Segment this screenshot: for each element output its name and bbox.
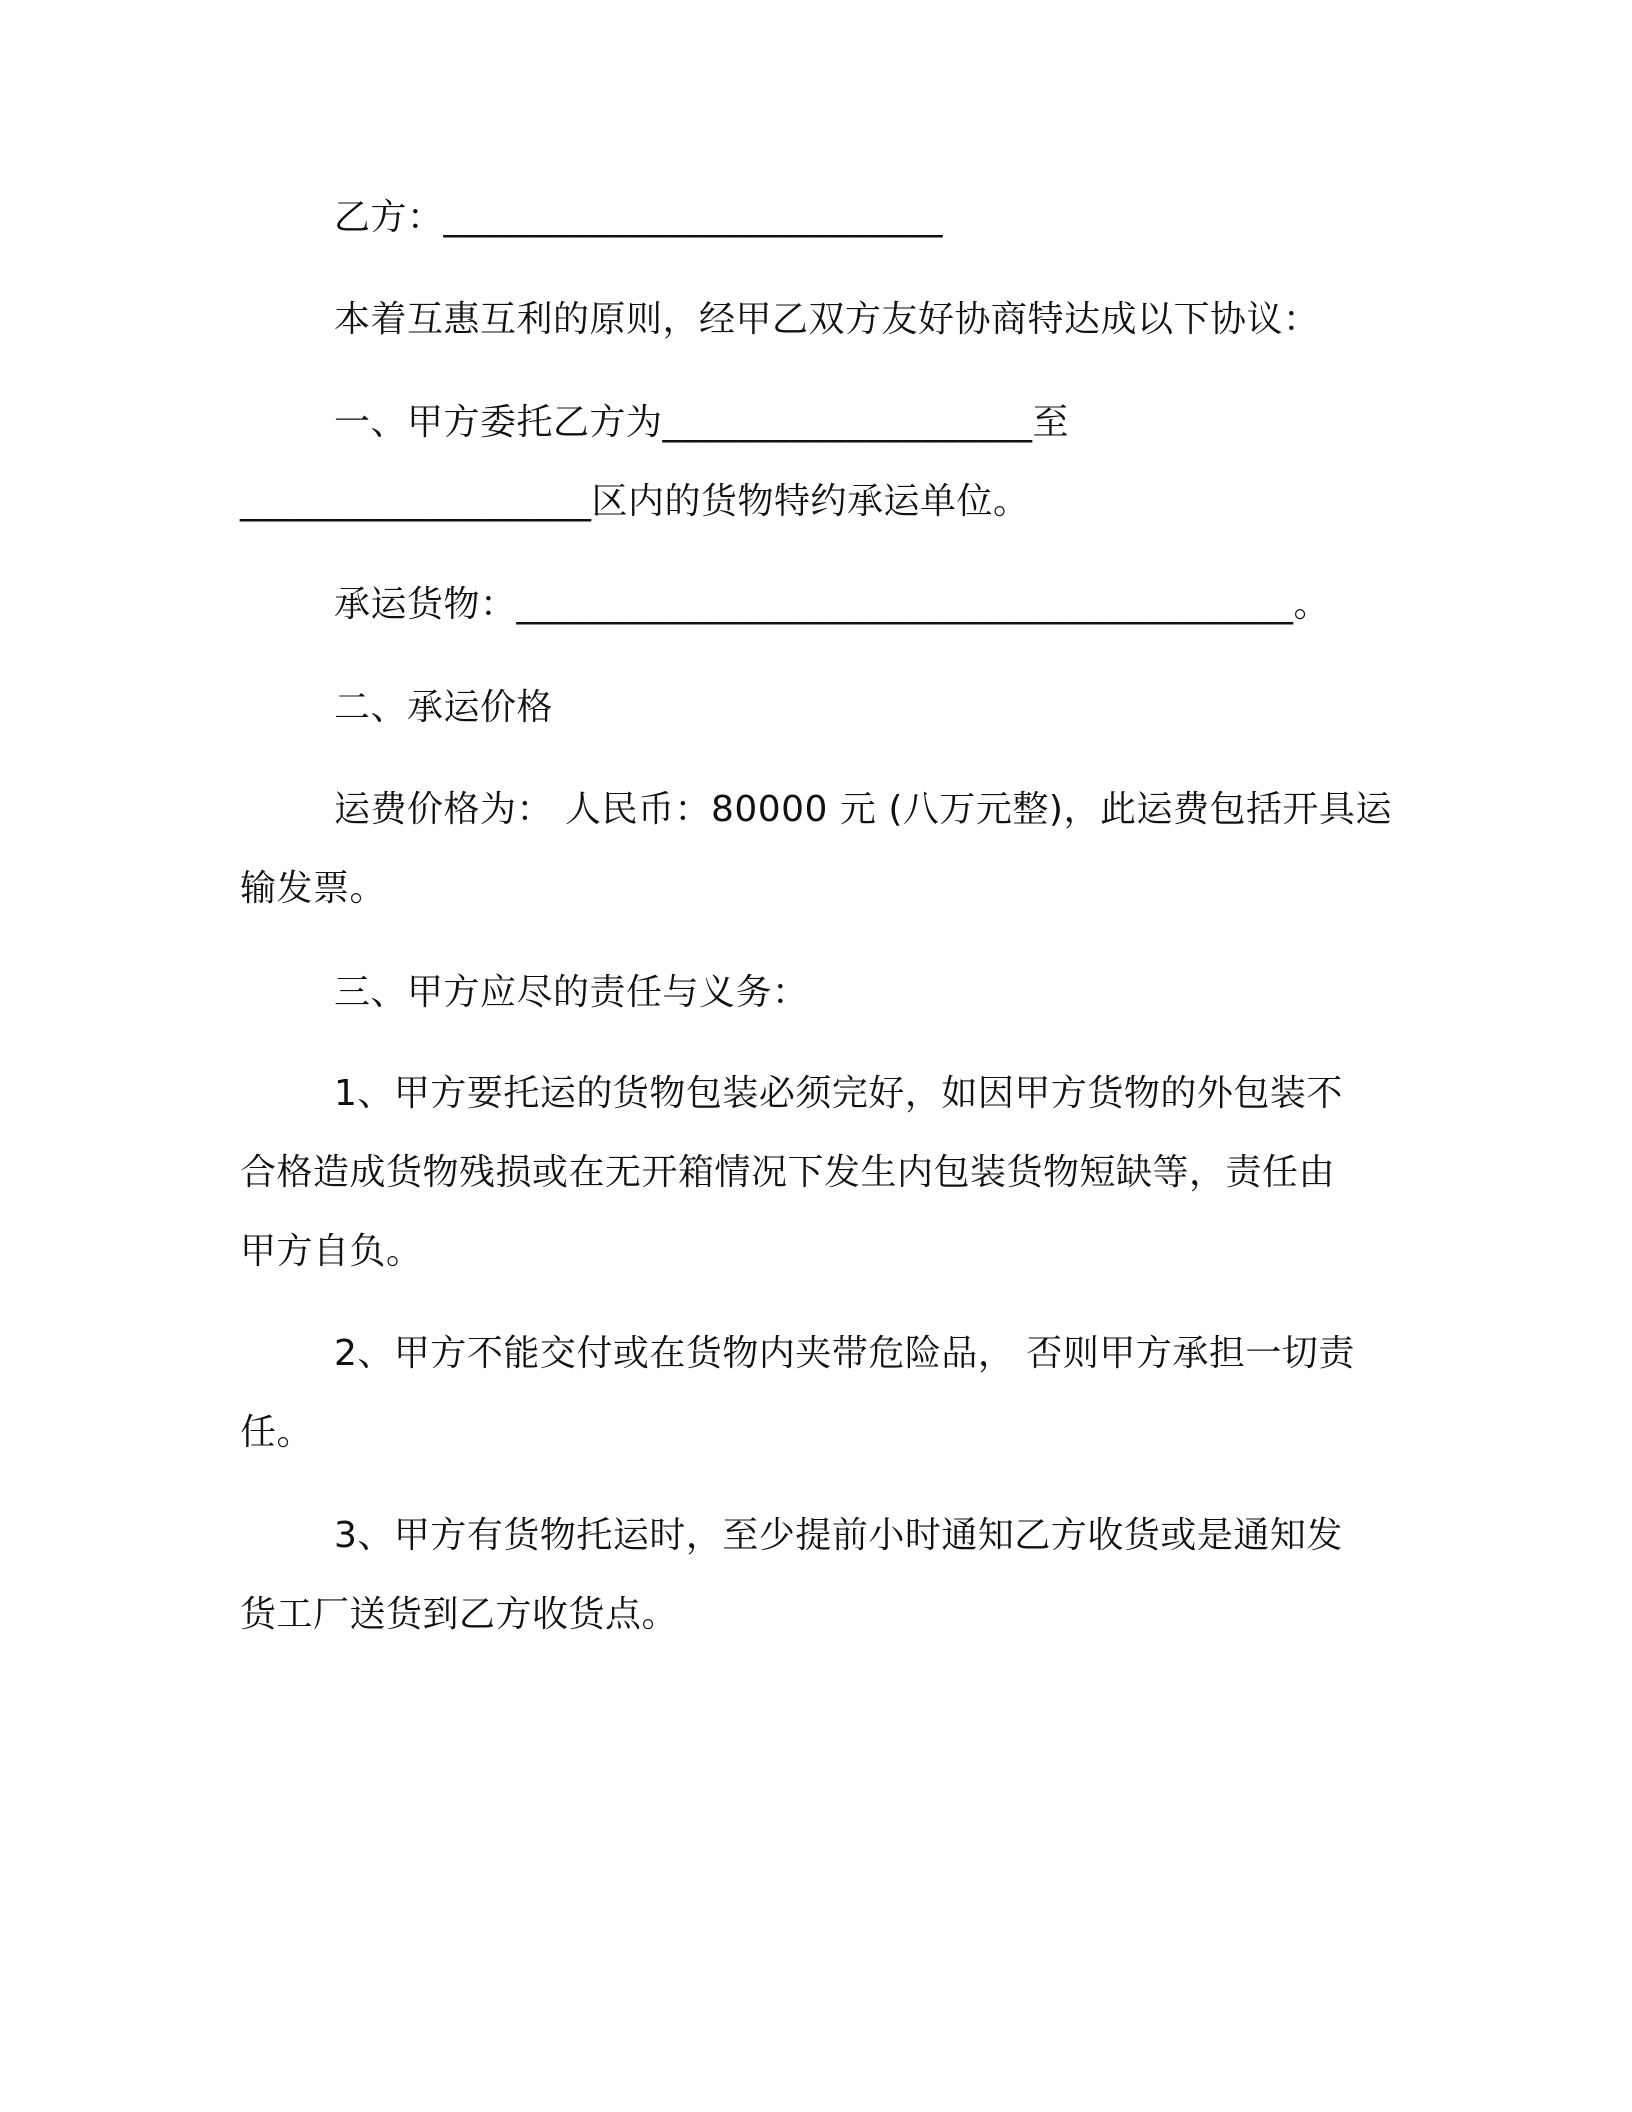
item-3-line-1: 3、甲方有货物托运时，至少提前小时通知乙方收货或是通知发 [334, 1515, 1343, 1556]
item-3-line-2: 货工厂送货到乙方收货点。 [240, 1594, 679, 1635]
item-2-line-1: 2、甲方不能交付或在货物内夹带危险品， 否则甲方承担一切责 [334, 1333, 1355, 1374]
item-1-line-3: 甲方自负。 [240, 1231, 423, 1272]
party-b-line: 乙方：___________________________ [334, 197, 944, 238]
item-1-line-1: 1、甲方要托运的货物包装必须完好，如因甲方货物的外包装不 [334, 1073, 1343, 1114]
price-line-1: 运费价格为： 人民币：80000 元 (八万元整)，此运费包括开具运 [334, 789, 1392, 830]
section-2-heading: 二、承运价格 [334, 687, 554, 728]
item-2-line-2: 任。 [240, 1412, 314, 1453]
section-3-heading: 三、甲方应尽的责任与义务： [334, 972, 809, 1013]
clause-1-line-2: ___________________区内的货物特约承运单位。 [240, 481, 1030, 522]
preamble-line: 本着互惠互利的原则，经甲乙双方友好协商特达成以下协议： [334, 299, 1320, 340]
price-line-2: 输发票。 [240, 868, 387, 909]
clause-1-line-1: 一、甲方委托乙方为____________________至 [334, 402, 1070, 443]
cargo-line: 承运货物：__________________________________________。 [334, 584, 1331, 625]
item-1-line-2: 合格造成货物残损或在无开箱情况下发生内包装货物短缺等，责任由 [240, 1152, 1336, 1193]
